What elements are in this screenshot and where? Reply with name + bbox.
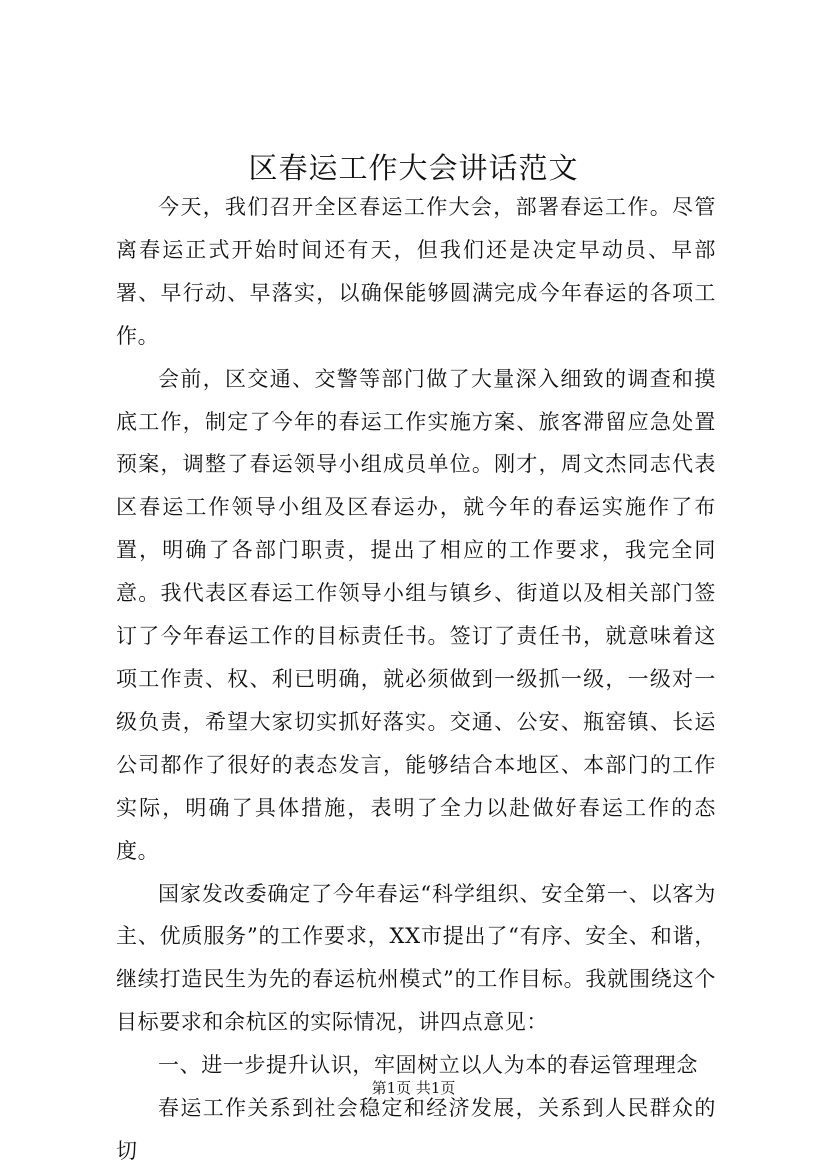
paragraph: 国家发改委确定了今年春运“科学组织、安全第一、以客为主、优质服务”的工作要求，XX市提出了“有序、安全、和谐，继续打造民生为先的春运杭州模式”的工作目标。我就围绕这个目标要求和余杭区的实际情况，讲四点意见： — [116, 881, 716, 1035]
paragraph: 春运工作关系到社会稳定和经济发展，关系到人民群众的切 — [116, 1096, 716, 1163]
section-heading: 一、进一步提升认识，牢固树立以人为本的春运管理理念 — [158, 1053, 698, 1078]
paragraph: 今天，我们召开全区春运工作大会，部署春运工作。尽管离春运正式开始时间还有天，但我们还是决定早动员、早部署、早行动、早落实，以确保能够圆满完成今年春运的各项工作。 — [116, 195, 716, 348]
document-body — [116, 186, 716, 1173]
paragraph: 会前，区交通、交警等部门做了大量深入细致的调查和摸底工作，制定了今年的春运工作实施方案、旅客滞留应急处置预案，调整了春运领导小组成员单位。刚才，周文杰同志代表区春运工作领导小组及区春运办，就今年的春运实施作了布置，明确了各部门职责，提出了相应的工作要求，我完全同意。我代表区春运工作领导小组与镇乡、街道以及相关部门签订了今年春运工作的目标责任书。签订了责任书，就意味着这项工作责、权、利已明确，就必须做到一级抓一级，一级对一级负责，希望大家切实抓好落实。交通、公安、瓶窑镇、长运公司都作了很好的表态发言，能够结合本地区、本部门的工作实际，明确了具体措施，表明了全力以赴做好春运工作的态度。 — [116, 366, 716, 863]
document-title: 区春运工作大会讲话范文 — [248, 151, 579, 185]
page-footer: 第1页 共1页 — [371, 1079, 456, 1097]
